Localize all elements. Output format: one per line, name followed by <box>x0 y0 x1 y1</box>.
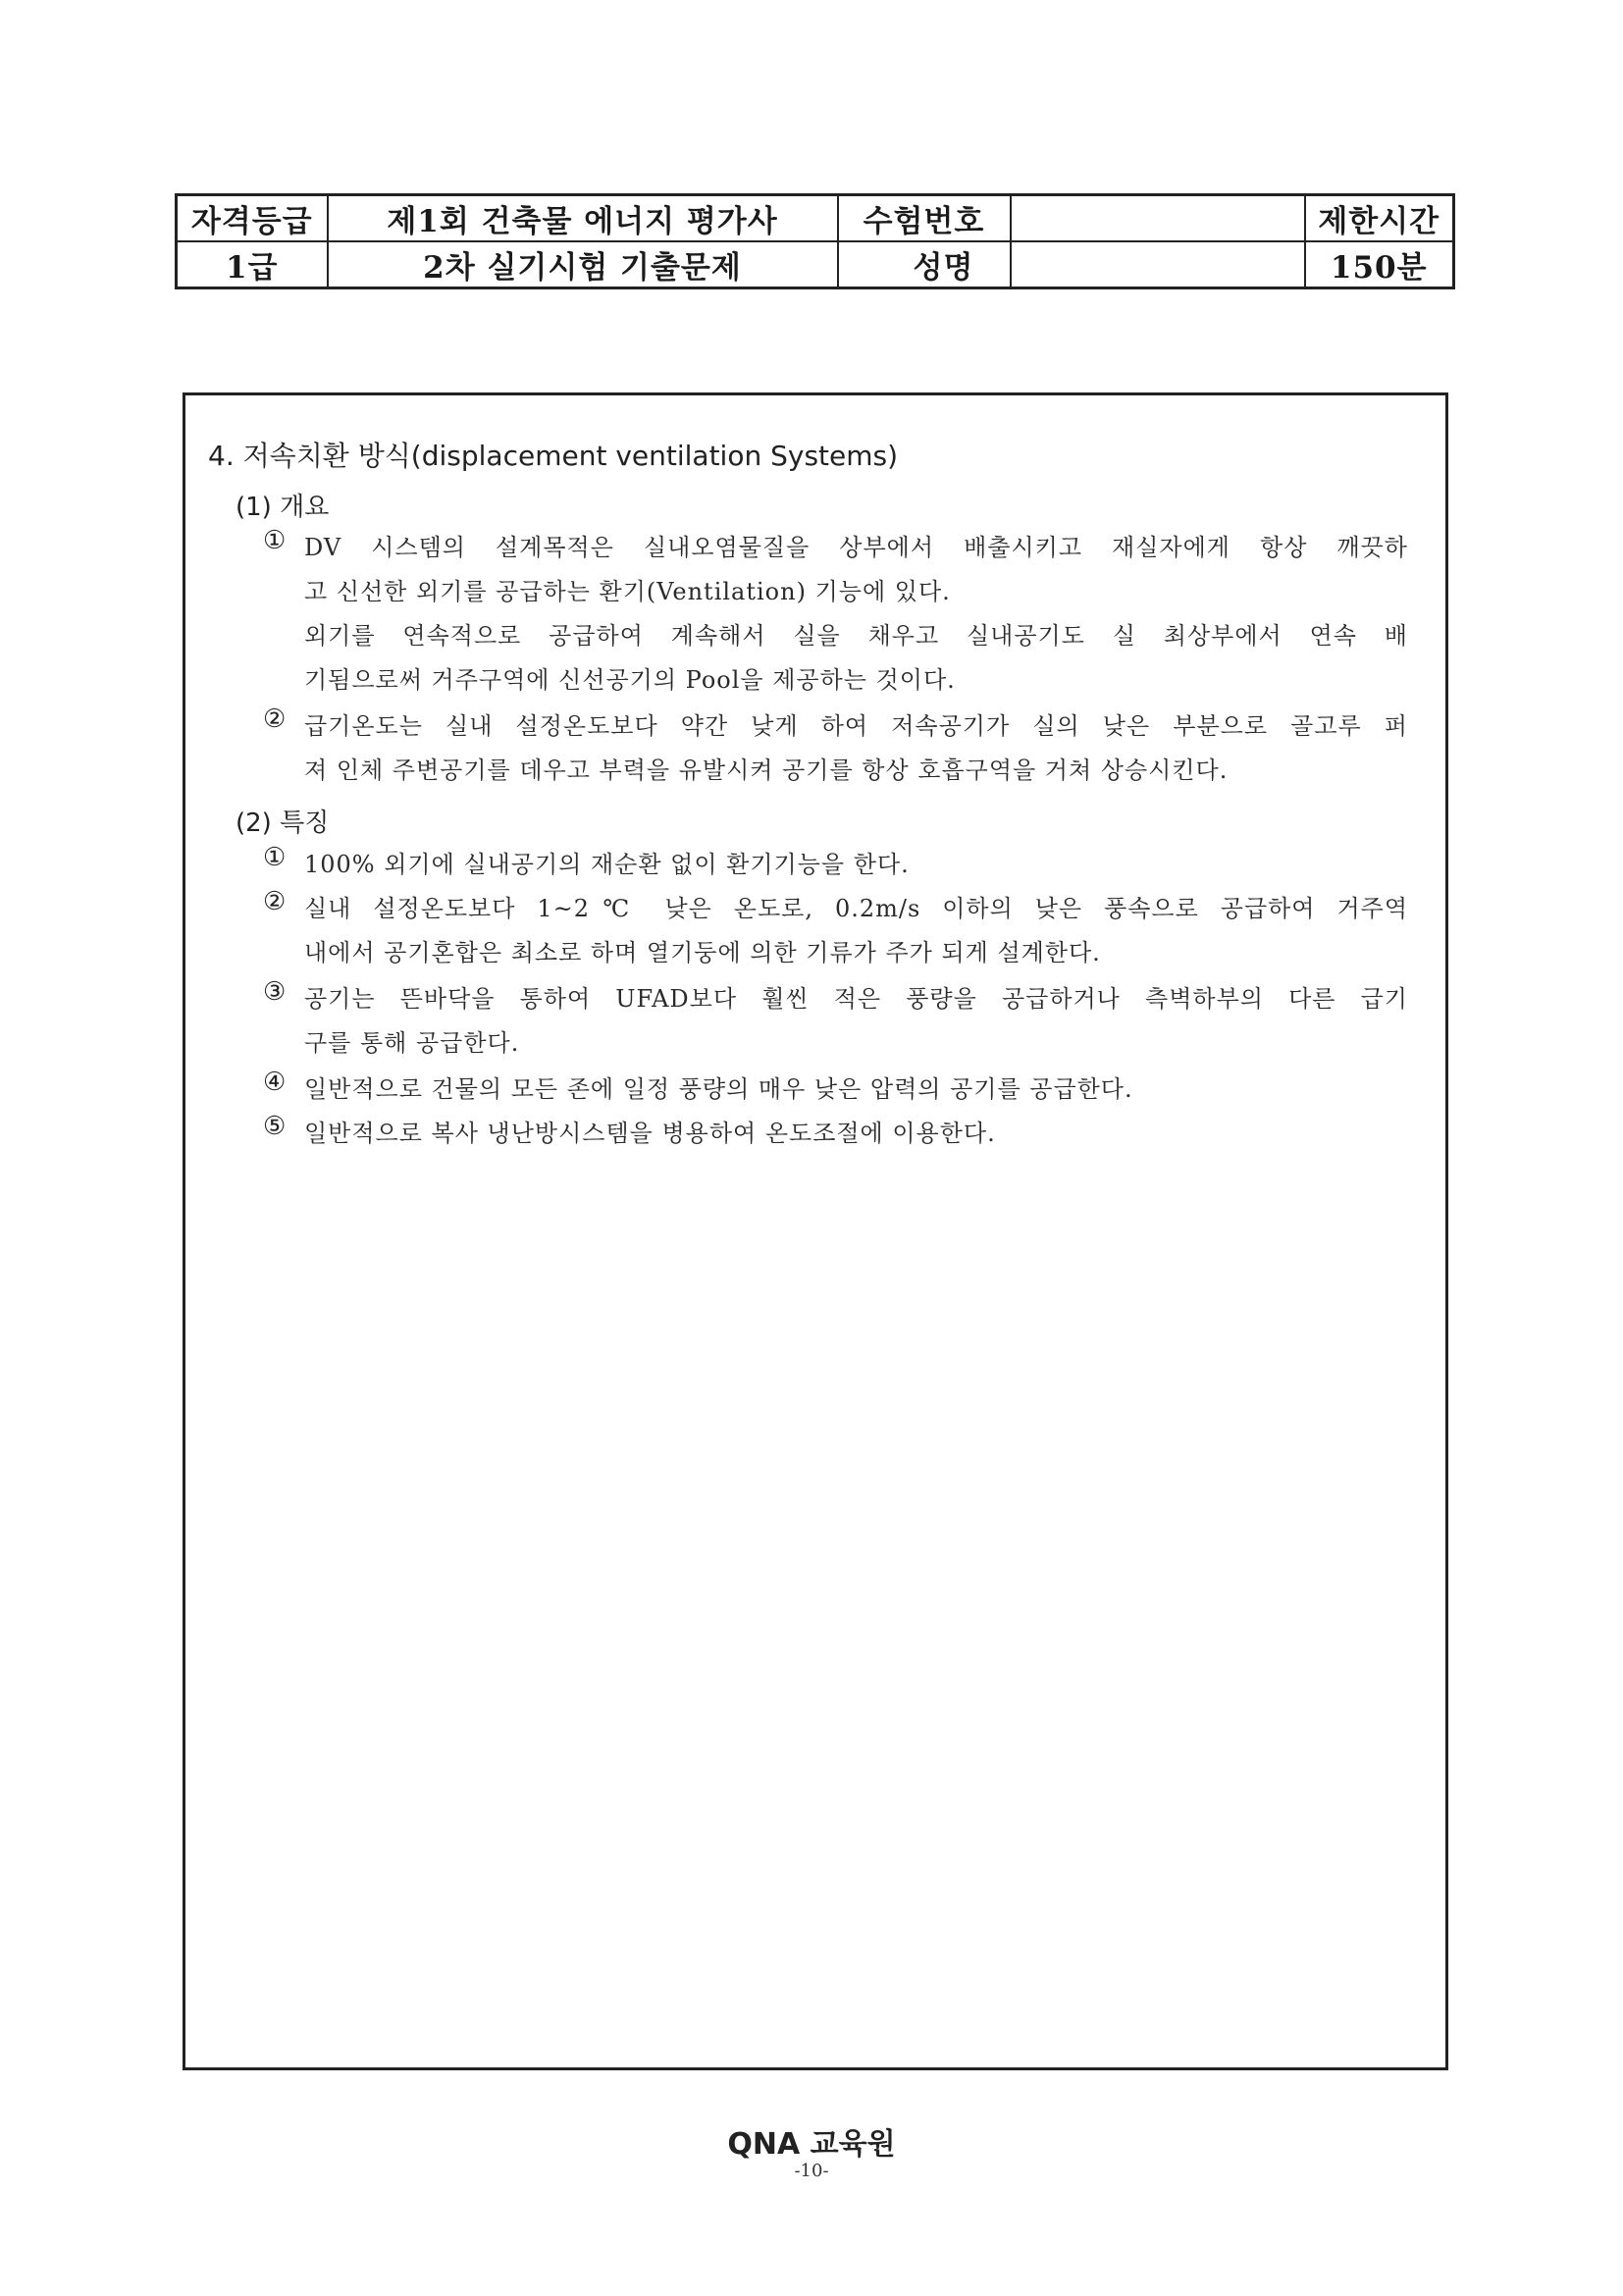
feature-item-3-line-2: 구를 통해 공급한다. <box>304 1029 520 1057</box>
feature-item-1-number: ① <box>263 843 287 872</box>
overview-item-1-number: ① <box>263 526 287 555</box>
exam-header-table <box>175 193 1455 289</box>
exam-number-label: 수험번호 <box>838 195 1011 242</box>
exam-title-line1: 제1회 건축물 에너지 평가사 <box>328 195 838 242</box>
feature-item-4-line-1: 일반적으로 건물의 모든 존에 일정 풍량의 매우 낮은 압력의 공기를 공급한다. <box>304 1075 1133 1103</box>
section-title: 4. 저속치환 방식(displacement ventilation Systems) <box>208 440 899 472</box>
feature-item-2-line-1: 실내 설정온도보다 1~2℃ 낮은 온도로, 0.2m/s 이하의 낮은 풍속으로 공급하여 거주역 <box>304 895 1408 922</box>
feature-item-2-line-2: 내에서 공기혼합은 최소로 하며 열기둥에 의한 기류가 주가 되게 설계한다. <box>304 939 1101 966</box>
feature-item-1-line-1: 100% 외기에 실내공기의 재순환 없이 환기기능을 한다. <box>304 851 910 878</box>
feature-item-3-line-1: 공기는 뜬바닥을 통하여 UFAD보다 훨씬 적은 풍량을 공급하거나 측벽하부의 다른 급기 <box>304 985 1408 1013</box>
exam-title-line2: 2차 실기시험 기출문제 <box>328 241 838 288</box>
features-heading: (2) 특징 <box>236 809 330 838</box>
overview-item-1-line-1: DV 시스템의 설계목적은 실내오염물질을 상부에서 배출시키고 재실자에게 항상 깨끗하 <box>304 534 1408 561</box>
overview-item-2-number: ② <box>263 704 287 734</box>
name-label: 성명 <box>838 241 1011 288</box>
footer-organization: QNA 교육원 <box>727 2127 896 2162</box>
grade-value: 1급 <box>177 241 328 288</box>
feature-item-5-line-1: 일반적으로 복사 냉난방시스템을 병용하여 온도조절에 이용한다. <box>304 1120 996 1147</box>
time-limit-label: 제한시간 <box>1305 195 1454 242</box>
overview-item-1-line-3: 외기를 연속적으로 공급하여 계속해서 실을 채우고 실내공기도 실 최상부에서 연속 배 <box>304 622 1408 650</box>
feature-item-5-number: ⑤ <box>263 1112 287 1141</box>
overview-item-1-line-2: 고 신선한 외기를 공급하는 환기(Ventilation) 기능에 있다. <box>304 578 951 605</box>
feature-item-3-number: ③ <box>263 977 287 1007</box>
overview-heading: (1) 개요 <box>236 493 330 522</box>
feature-item-4-number: ④ <box>263 1068 287 1097</box>
feature-item-2-number: ② <box>263 887 287 916</box>
exam-number-field <box>1011 195 1305 242</box>
overview-item-1-line-4: 기됨으로써 거주구역에 신선공기의 Pool을 제공하는 것이다. <box>304 666 956 694</box>
name-field <box>1011 241 1305 288</box>
grade-label: 자격등급 <box>177 195 328 242</box>
overview-item-2-line-1: 급기온도는 실내 설정온도보다 약간 낮게 하여 저속공기가 실의 낮은 부분으로 골고루 퍼 <box>304 712 1408 740</box>
page-number: -10- <box>794 2161 829 2181</box>
time-limit-value: 150분 <box>1305 241 1454 288</box>
overview-item-2-line-2: 져 인체 주변공기를 데우고 부력을 유발시켜 공기를 항상 호흡구역을 거쳐 상승시킨다. <box>304 757 1229 784</box>
